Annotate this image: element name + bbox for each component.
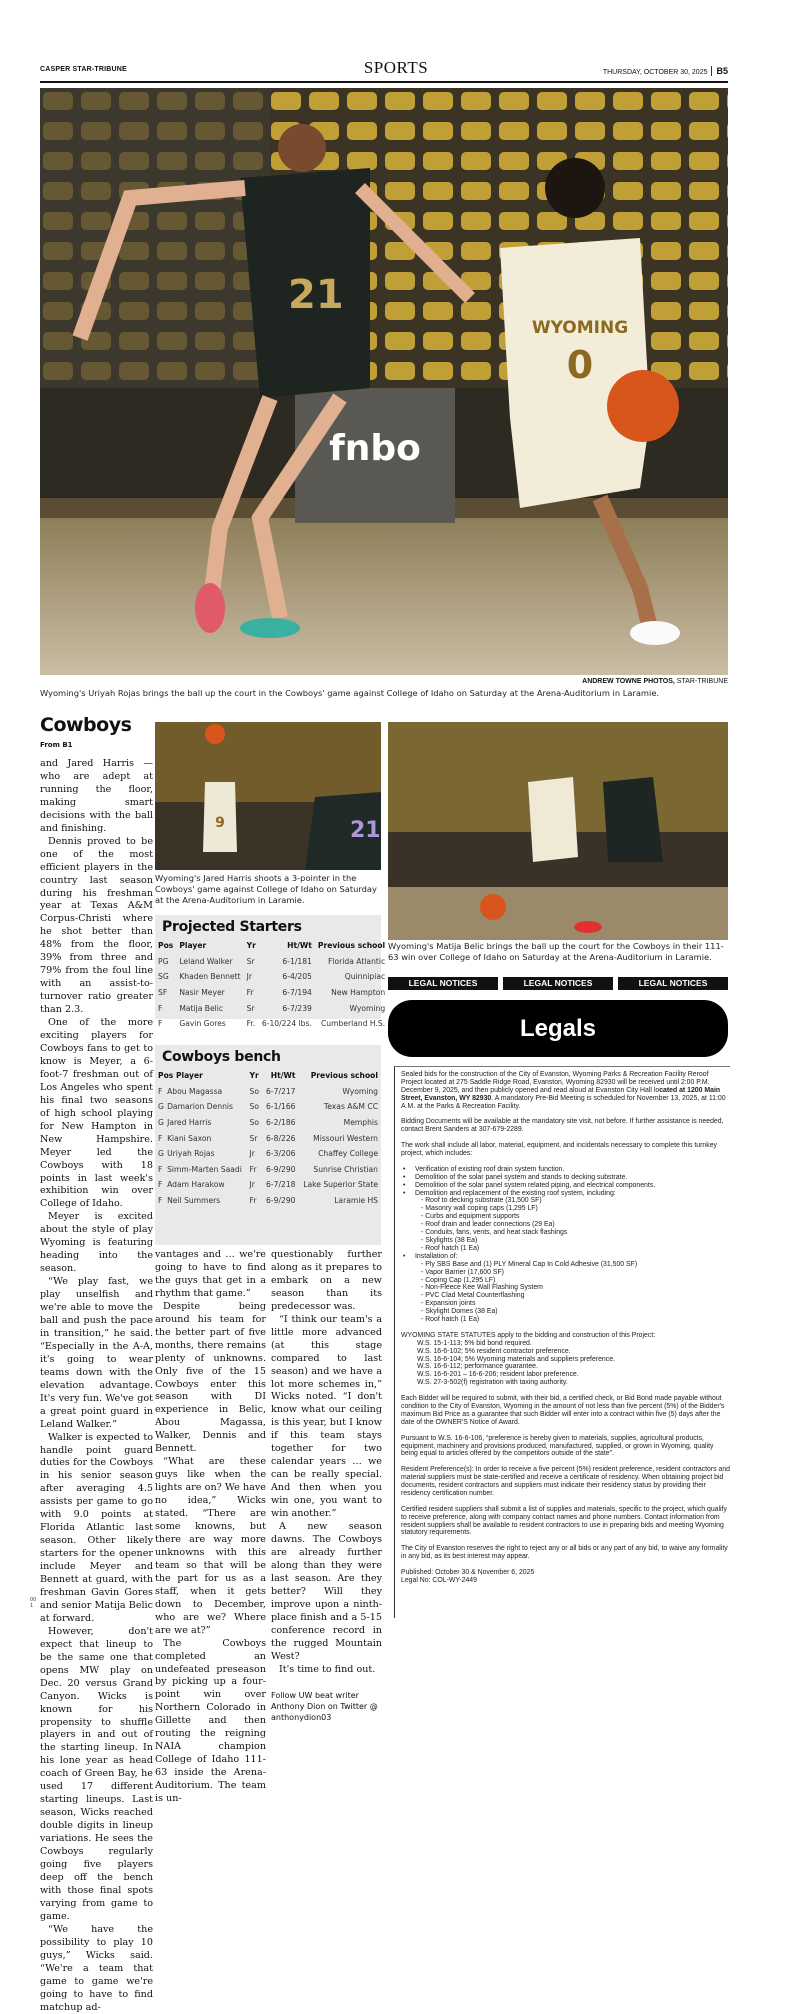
photo-credit-org: STAR-TRIBUNE — [674, 678, 728, 685]
cell: Wyoming — [349, 1003, 386, 1013]
statute-item: W.S. 27-3-502(f) registration with taxing authority. — [417, 1379, 568, 1387]
jersey-name-right: WYOMING — [531, 318, 629, 338]
table-row — [155, 1000, 388, 1016]
starters-table — [155, 938, 388, 1032]
cell: So — [249, 1086, 259, 1096]
main-photo-caption: Wyoming's Uriyah Rojas brings the ball up the court in the Cowboys' game against College of Idaho on Saturday at the Arena-Auditorium in Laramie. — [40, 688, 660, 698]
scope-item: - Roof drain and leader connections (29 Ea) — [421, 1221, 555, 1229]
cell: 6-1/166 — [266, 1102, 296, 1112]
scope-item: - Roof hatch (1 Ea) — [421, 1316, 480, 1324]
paragraph: “We play fast, we play unselfish and we're able to move the ball and push the pace in transition,” he said. “Especially in the A-A, it's going to wear teams down with the elevation advantage. It's very fun. We've got a great point guard in Leland Walker.” — [40, 1276, 153, 1430]
article-headline: Cowboys — [40, 714, 132, 736]
statute-item: W.S. 16-6-102; 5% resident contractor preference. — [417, 1347, 571, 1355]
projected-starters-box — [155, 915, 386, 1029]
cell: Jr — [249, 1180, 255, 1190]
cell: PG — [158, 956, 169, 966]
cell: Gavin Gores — [179, 1019, 226, 1029]
scope-item: - Skylight Domes (38 Ea) — [421, 1308, 498, 1316]
jersey-number: 21 — [350, 818, 381, 843]
scope-item: - Roof hatch (1 Ea) — [421, 1244, 480, 1252]
paragraph: The Cowboys completed an undefeated preseason by picking up a four-point win over Northern Colorado in Gillette and then routing the reigning NAIA champion College of Idaho 111-63 inside the Arena-Auditorium. The team is un- — [155, 1637, 266, 1805]
cowboys-bench-box — [155, 1045, 381, 1245]
starters-title: Projected Starters — [162, 919, 302, 935]
page-number: B5 — [711, 66, 728, 76]
cell: SF — [158, 988, 168, 998]
cell: Sunrise Christian — [313, 1164, 378, 1174]
cell: 6-9/290 — [266, 1196, 296, 1206]
statute-item: W.S. 16-6-201 – 16-6-206; resident labor preference. — [417, 1371, 579, 1379]
legal-paragraph: Certified resident suppliers shall submit a list of supplies and materials, specific to the project, which qualify to receive preference, along with company contact names and phone numbers. Contact information from resident suppliers shall be available to resident contractors to use in preparing bids and meeting Wyoming statutory requirements. — [401, 1505, 727, 1537]
margin-mark: 00 1 — [30, 1597, 37, 1609]
cell: 6-7/217 — [266, 1086, 296, 1096]
jersey-number-right: 0 — [566, 343, 594, 387]
cell: F — [158, 1086, 163, 1096]
paragraph: vantages and … we're going to have to find the guys that get in a rhythm that game.” — [155, 1249, 266, 1299]
photo-belic-dribble — [388, 722, 728, 940]
scope-list — [401, 1166, 730, 1324]
cell: Florida Atlantic — [328, 956, 386, 966]
cell: Sr — [249, 1133, 258, 1143]
cell: 6-2/186 — [266, 1118, 296, 1128]
cell: Lake Superior State — [303, 1180, 378, 1190]
table-row — [155, 969, 388, 985]
cell: Damarion Dennis — [167, 1102, 233, 1112]
legal-paragraph: The work shall include all labor, material, equipment, and incidentals necessary to complete this turnkey project, which includes: — [401, 1142, 717, 1158]
statute-item: W.S. 15-1-113; 5% bid bond required. — [417, 1339, 532, 1347]
paragraph: One of the more exciting players for Cowboys fans to get to know is Meyer, a 6-foot-7 freshman out of Los Angeles who spent his final two seasons of high school playing for New Hampton in New Hampshire. Meyer led the Cowboys with 18 points in last week's exhibition win over College of Idaho. — [40, 1017, 153, 1210]
cell: Sr — [246, 1003, 255, 1013]
cell: F — [158, 1164, 163, 1174]
scope-item: • Demolition of the solar panel system related piping, and electrical components. — [401, 1182, 730, 1190]
jersey-number: 9 — [215, 815, 225, 831]
cell: 6-8/226 — [266, 1133, 296, 1143]
legal-notices-tab[interactable]: LEGAL NOTICES — [388, 977, 498, 990]
cell: Matija Belic — [179, 1003, 224, 1013]
col-header: Ht/Wt — [287, 941, 312, 951]
col-header: Yr — [249, 1071, 259, 1081]
col-header — [155, 1068, 247, 1084]
photo-credit-name: ANDREW TOWNE PHOTOS, — [582, 678, 675, 685]
scope-item: - PVC Clad Metal Counterflashing — [421, 1292, 525, 1300]
scope-item: - Conduits, fans, vents, and heat stack flashings — [421, 1229, 568, 1237]
address-bold: cated at 1200 Main Street, Evanston, WY 82930 — [401, 1086, 721, 1102]
col-header-player: Player — [175, 1071, 203, 1081]
legal-notices-tab[interactable]: LEGAL NOTICES — [503, 977, 613, 990]
table-row — [155, 1162, 381, 1178]
cell: Chaffey College — [318, 1149, 378, 1159]
section-title: SPORTS — [363, 58, 429, 77]
text: Sealed bids for the construction of the City of Evanston, Wyoming Parks & Recreation Facility Reroof Project located at 275 Saddle Ridge Road, Evanston, Wyoming 82930 will be received until 2:00 P.M. December 9, 2025, and then publicly opened and read aloud at Evanston City Hall lo — [401, 1071, 710, 1094]
col-header: Ht/Wt — [270, 1071, 296, 1081]
paragraph: A new season dawns. The Cowboys are already further along than they were last season. Are they better? Will they improve upon a ninth-place finish and a 5-15 conference record in the rugged Mountain West? — [271, 1521, 382, 1662]
paragraph: However, don't expect that lineup to be the same one that opens MW play on Dec. 20 versus Grand Canyon. Wicks is known for his propensity to shuffle players in and out of the starting lineup. In his lone year as head coach of Green Bay, he used 17 different starting lineups. Last season, Wicks reached double digits in lineup variations. He sees the Cowboys regularly going five players deep off the bench with those final spots varying from game to game. — [40, 1625, 153, 1922]
jersey-number-left: 21 — [288, 272, 344, 318]
issue-date: THURSDAY, OCTOBER 30, 2025 — [602, 69, 708, 76]
paragraph: Walker is expected to handle point guard duties for the Cowboys in his senior season after averaging 4.5 assists per game to go with 9.0 points at Florida Atlantic last season. Other likely starters for the opener include Meyer and Bennett at guard, with freshman Gavin Gores and senior Matija Belic at forward. — [40, 1431, 153, 1624]
photo-belic-caption: Wyoming's Matija Belic brings the ball up the court for the Cowboys in their 111-63 win over College of Idaho on Saturday at the Arena-Auditorium in Laramie. — [388, 941, 724, 962]
arena-sign-text: fnbo — [329, 428, 421, 469]
cell: Uriyah Rojas — [167, 1149, 215, 1159]
col-header: Previous school — [310, 1071, 378, 1081]
paragraph: questionably further along as it prepares to embark on a new season than its predecessor was. — [271, 1249, 382, 1312]
table-row — [155, 985, 388, 1001]
jump-line: From B1 — [40, 741, 73, 749]
table-row — [155, 1084, 381, 1100]
scope-item: - Skylights (38 Ea) — [421, 1236, 478, 1244]
col-header: Yr — [246, 941, 256, 951]
cell: Adam Harakow — [167, 1180, 225, 1190]
paragraph: Despite being around his team for the better part of five months, there remains plenty of unknowns. Only five of the 15 Cowboys enter this season with DI experience in Belic, Abou Magassa, Walker, Dennis and Bennett. — [155, 1300, 266, 1455]
cell: G — [158, 1149, 164, 1159]
scope-item: - Roof to decking substrate (31,500 SF) — [421, 1197, 542, 1205]
statute-item: W.S. 16-6-104; 5% Wyoming materials and suppliers preference. — [417, 1355, 615, 1363]
legals-banner: Legals — [388, 1000, 728, 1057]
paragraph: and Jared Harris — who are adept at running the floor, making smart decisions with the ball and finishing. — [40, 758, 153, 834]
photo-harris-shot — [155, 722, 381, 870]
cell: Simm-Marten Saadi — [167, 1164, 242, 1174]
scope-item: • Demolition of the solar panel system and stands to decking substrate. — [401, 1174, 730, 1182]
scope-item: - Curbs and equipment supports — [421, 1213, 520, 1221]
table-row — [155, 1016, 388, 1032]
legal-paragraph: WYOMING STATE STATUTES apply to the bidding and construction of this Project: — [401, 1331, 656, 1339]
statute-list — [401, 1340, 730, 1387]
cell: F — [158, 1180, 163, 1190]
scope-item: • Demolition and replacement of the existing roof system, including: — [401, 1190, 730, 1198]
col-header-pos: Pos — [158, 1071, 174, 1081]
table-row — [155, 1130, 381, 1146]
paragraph: Dennis proved to be one of the most efficient players in the country last season during his freshman year at Texas A&M Corpus-Christi where he shot better than 48% from the floor, 39% from three and 79% from the foul line with an assist-to-turnover ratio greater than 2.3. — [40, 835, 153, 1016]
article-column-2 — [155, 1249, 266, 1806]
table-row — [155, 1193, 381, 1209]
text: . A mandatory Pre-Bid Meeting is scheduled for November 13, 2025, at 11:00 A.M. at the Parks & Recreation Facility. — [401, 1094, 726, 1110]
cell: Texas A&M CC — [323, 1102, 378, 1112]
cell: Abou Magassa — [167, 1086, 223, 1096]
article-column-1 — [40, 758, 153, 2014]
table-row — [155, 954, 388, 970]
statute-item: W.S. 16-6-112; performance guarantee. — [417, 1363, 538, 1371]
col-header: Previous school — [317, 941, 386, 951]
cell: Jared Harris — [167, 1118, 212, 1128]
cell: F — [158, 1133, 163, 1143]
legal-paragraph: The City of Evanston reserves the right to reject any or all bids or any part of any bid, to waive any formality in any bid, as its best interest may appear. — [401, 1545, 728, 1561]
photo-harris-caption: Wyoming's Jared Harris shoots a 3-pointer in the Cowboys' game against College of Idaho on Saturday at the Arena-Auditorium in Laramie. — [155, 873, 377, 905]
cell: Missouri Western — [313, 1133, 378, 1143]
scope-item: - Coping Cap (1,295 LF) — [421, 1276, 496, 1284]
cell: F — [158, 1196, 163, 1206]
scope-item: - Expansion joints — [421, 1300, 476, 1308]
paragraph: Meyer is excited about the style of play Wyoming is featuring heading into the season. — [40, 1211, 153, 1275]
paragraph: “I think our team's a little more advanced (at this stage compared to last season) and we have a lot more schemes in,” Wicks noted. “I don't know what our ceiling is this year, but I know if this team stays together for two calendar years … we can be really special. And then when you win one, you want to win another.” — [271, 1313, 382, 1520]
cell: 6-7/239 — [282, 1003, 312, 1013]
author-byline: Follow UW beat writer Anthony Dion on Twitter @ anthonydion03 — [271, 1691, 378, 1723]
cell: Jr — [249, 1149, 255, 1159]
table-row — [155, 1099, 381, 1115]
scope-item: - Ply SBS Base and (1) PLY Mineral Cap In Cold Adhesive (31,500 SF) — [421, 1260, 638, 1268]
bench-title: Cowboys bench — [162, 1049, 281, 1065]
scope-item: - Masonry wall coping caps (1,295 LF) — [421, 1205, 538, 1213]
cell: 6-9/290 — [266, 1164, 296, 1174]
legal-notice-body — [394, 1066, 730, 1618]
cell: Kiani Saxon — [167, 1133, 212, 1143]
cell: G — [158, 1102, 164, 1112]
cell: Jr — [246, 972, 252, 982]
scope-item: - Vapor Barrier (17,600 SF) — [421, 1268, 504, 1276]
bench-table — [155, 1068, 381, 1208]
cell: 6-1/181 — [282, 956, 312, 966]
scope-item: • Installation of: — [401, 1253, 730, 1261]
cell: F — [158, 1019, 163, 1029]
published-dates: Published: October 30 & November 6, 2025 — [401, 1568, 535, 1576]
photo-credit — [582, 678, 728, 685]
legal-paragraph — [401, 1071, 730, 1111]
cell: Fr — [249, 1196, 257, 1206]
legal-paragraph: Pursuant to W.S. 16-6-106, “preference is hereby given to materials, supplies, agricultural products, equipment, machinery and provisions produced, manufactured, supplied, or grown in Wyoming, quality being equal to articles offered by the competitors outside of the state”. — [401, 1434, 714, 1458]
cell: F — [158, 1003, 163, 1013]
table-row — [155, 1146, 381, 1162]
cell: Memphis — [343, 1118, 378, 1128]
cell: Nasir Meyer — [179, 988, 225, 998]
paragraph: “What are these guys like when the lights are on? We have no idea,” Wicks stated. “There are some knowns, but there are way more unknowns with this team so that will be the part for us as a staff, when it gets down to December, who are we? Where are we at?” — [155, 1456, 266, 1636]
cell: Fr — [249, 1164, 257, 1174]
cell: Leland Walker — [179, 956, 233, 966]
cell: Fr. — [246, 1019, 256, 1029]
cell: Wyoming — [342, 1086, 378, 1096]
cell: 6-4/205 — [282, 972, 312, 982]
legal-notices-tab[interactable]: LEGAL NOTICES — [618, 977, 728, 990]
article-column-3 — [271, 1249, 382, 1723]
cell: So — [249, 1102, 259, 1112]
paragraph: “We have the possibility to play 10 guys,” Wicks said. “We're a team that game to game we're going to have to find matchup ad- — [40, 1923, 153, 2013]
scope-item: - Non-Fleece Kee Wall Flashing System — [421, 1284, 543, 1292]
col-header: Player — [179, 941, 207, 951]
scope-item: • Verification of existing roof drain system function. — [401, 1166, 730, 1174]
legal-paragraph: Resident Preference(s): In order to receive a five percent (5%) resident preference, resident contractors and material suppliers must be state-certified and receive a certificate of residency. When obtaining project bid documents, resident contractors and suppliers must indicate their residency status by providing their residency certification number. — [401, 1466, 730, 1497]
cell: Quinnipiac — [344, 972, 386, 982]
cell: 6-3/206 — [266, 1149, 296, 1159]
cell: Laramie HS — [334, 1196, 378, 1206]
cell: 6-7/218 — [266, 1180, 296, 1190]
paragraph: It's time to find out. — [279, 1663, 376, 1675]
legal-number: Legal No: COL-WY-2449 — [401, 1576, 477, 1584]
table-row — [155, 1177, 381, 1193]
main-photo — [40, 88, 728, 675]
cell: 6-7/194 — [282, 988, 312, 998]
cell: Fr — [246, 988, 254, 998]
table-row — [155, 1115, 381, 1131]
legal-paragraph: Bidding Documents will be available at the mandatory site visit, not before. If further assistance is needed, contact Brent Sanders at 307-679-2289. — [401, 1118, 724, 1134]
cell: New Hampton — [331, 988, 386, 998]
cell: Sr — [246, 956, 255, 966]
cell: SG — [158, 972, 169, 982]
newspaper-name: CASPER STAR-TRIBUNE — [40, 66, 127, 73]
cell: So — [249, 1118, 259, 1128]
date-and-page — [603, 66, 728, 76]
cell: Cumberland H.S. — [320, 1019, 386, 1029]
col-header: Pos — [158, 941, 174, 951]
header-rule — [40, 81, 728, 83]
cell: Neil Summers — [167, 1196, 221, 1206]
cell: G — [158, 1118, 164, 1128]
cell: 6-10/224 lbs. — [261, 1019, 312, 1029]
cell: Khaden Bennett — [179, 972, 241, 982]
legal-paragraph: Each Bidder will be required to submit, with their bid, a certified check, or Bid Bond made payable without condition to the City of Evanston, Wyoming in the amount of not less than five percent (5%) of the Bidder's maximum Bid Price as a guarantee that such Bidder will enter into a contract within five (5) days after the date of the OWNER'S Notice of Award. — [401, 1395, 725, 1426]
